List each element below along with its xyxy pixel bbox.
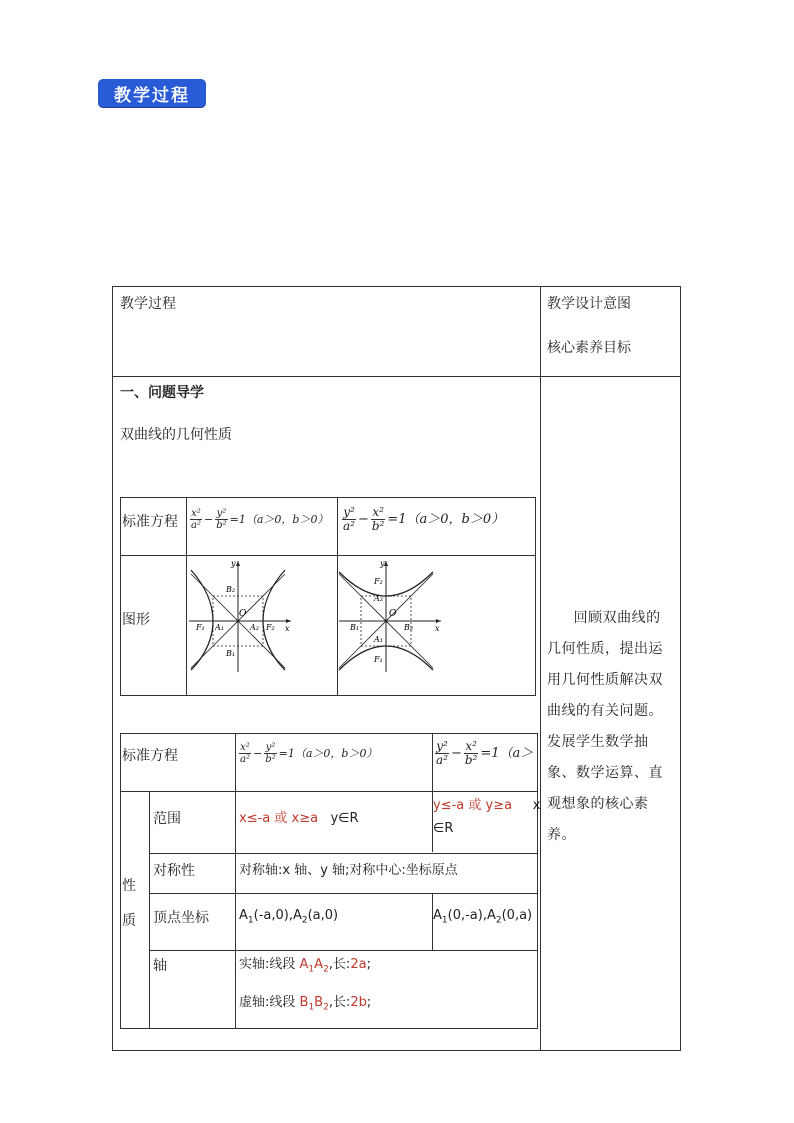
real-axis: 实轴:线段 $A_1A_2$,长:2a; xyxy=(239,957,371,975)
t1-equation-horizontal: $\frac{\text{x²}}{\text{a²}}$ − $\frac{\text{y²}}{\text{b²}}$ =1（a＞0，b＞0） xyxy=(191,508,329,531)
g2-origin-label: O xyxy=(389,609,397,619)
t2-equation-vertical-cell xyxy=(433,734,537,790)
t2-equation-label: 标准方程 xyxy=(122,748,178,764)
vertex-vertical: $A_1(0,-a),A_2(0,a)$ xyxy=(433,908,533,926)
g2-b1-label: B₁ xyxy=(350,623,360,632)
t1-equation-label: 标准方程 xyxy=(122,514,178,530)
header-right-line2: 核心素养目标 xyxy=(547,340,631,356)
t1-equation-vertical: $\frac{\text{y²}}{\text{a²}}$ − $\frac{\text{x²}}{\text{b²}}$ =1（a＞0，b＞0） xyxy=(343,505,505,533)
g2-a1-label: A₁ xyxy=(374,635,383,644)
g1-b2-label: B₂ xyxy=(226,585,236,594)
g2-x-label: x xyxy=(435,624,440,633)
range-label: 范围 xyxy=(153,811,181,827)
g1-y-label: y xyxy=(231,559,236,568)
t1-graph-label: 图形 xyxy=(122,612,150,628)
t2-equation-vertical: $\frac{\text{y²}}{\text{a²}}$ − $\frac{\text{x²}}{\text{b²}}$ =1（a＞ xyxy=(436,739,534,767)
imaginary-axis: 虚轴:线段 $B_1B_2$,长:2b; xyxy=(239,995,372,1013)
properties-label-1: 性 xyxy=(122,878,136,894)
g1-a1-label: A₁ xyxy=(215,623,224,632)
g2-f2-label: F₂ xyxy=(374,577,383,586)
section-heading: 一、问题导学 xyxy=(120,385,204,401)
range-horizontal: x≤-a 或 x≥a y∈R xyxy=(239,811,359,826)
vertex-label: 顶点坐标 xyxy=(153,910,209,926)
t2-equation-horizontal: $\frac{\text{x²}}{\text{a²}}$ − $\frac{\text{y²}}{\text{b²}}$ =1（a＞0，b＞0） xyxy=(240,742,378,765)
symmetry-label: 对称性 xyxy=(153,863,195,879)
g1-b1-label: B₁ xyxy=(226,649,236,658)
vertex-horizontal: $A_1(-a,0),A_2(a,0)$ xyxy=(239,908,339,926)
lesson-table xyxy=(112,286,681,1051)
g2-f1-label: F₁ xyxy=(374,655,383,664)
properties-label-2: 质 xyxy=(122,913,136,929)
g1-origin-label: O xyxy=(239,609,247,619)
properties-table-1 xyxy=(120,497,536,696)
g2-y-label: y xyxy=(380,559,385,568)
axis-label: 轴 xyxy=(153,958,167,974)
range-vertical-cont: ∈R xyxy=(433,821,454,836)
g2-b2-label: B₂ xyxy=(404,623,414,632)
header-right-line1: 教学设计意图 xyxy=(547,296,631,312)
section-badge: 教学过程 xyxy=(98,79,206,107)
column-divider xyxy=(540,287,541,1050)
g1-f1-label: F₁ xyxy=(196,623,205,632)
range-vertical: y≤-a 或 y≥a x xyxy=(433,798,541,813)
horizontal-hyperbola-graph xyxy=(187,558,293,674)
g2-a2-label: A₂ xyxy=(374,594,383,603)
symmetry-value: 对称轴:x 轴、y 轴;对称中心:坐标原点 xyxy=(239,863,458,878)
vertical-hyperbola-graph xyxy=(337,558,443,674)
section-subtitle: 双曲线的几何性质 xyxy=(120,427,232,443)
header-left: 教学过程 xyxy=(120,296,176,312)
header-divider xyxy=(113,376,680,377)
g1-f2-label: F₂ xyxy=(266,623,275,632)
design-intent-text: 回顾双曲线的几何性质，提出运用几何性质解决双曲线的有关问题。发展学生数学抽象、数学运算、直观想象的核心素养。 xyxy=(547,610,663,843)
g1-x-label: x xyxy=(285,624,290,633)
g1-a2-label: A₂ xyxy=(250,623,259,632)
properties-table-2 xyxy=(120,733,541,1029)
